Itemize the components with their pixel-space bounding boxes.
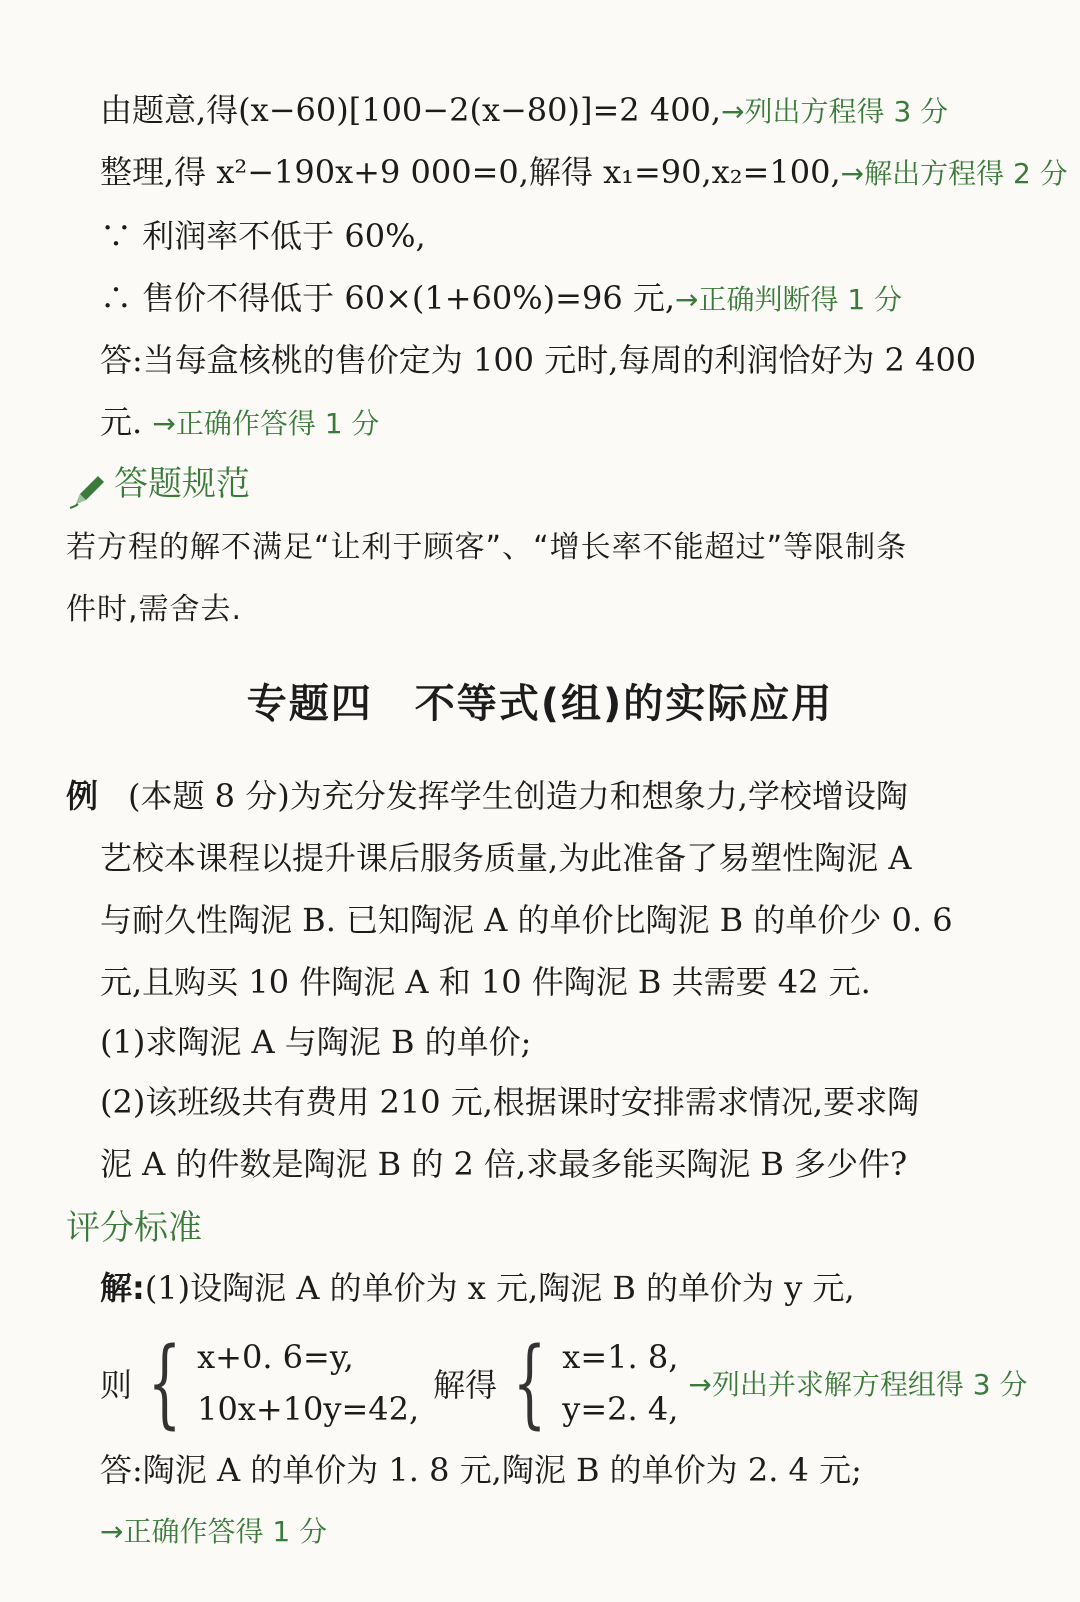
equation-text: 由题意,得(x−60)[100−2(x−80)]=2 400,: [100, 91, 722, 129]
answer-line: 答:陶泥 A 的单价为 1. 8 元,陶泥 B 的单价为 2. 4 元;: [100, 1451, 862, 1489]
result-2: y=2. 4,: [562, 1390, 679, 1428]
solution-label: 解:: [100, 1269, 145, 1307]
solution-system: [562, 1335, 678, 1431]
equation-1: x+0. 6=y,: [197, 1338, 354, 1376]
topic-title: 专题四 不等式(组)的实际应用: [246, 681, 834, 727]
grading-heading: 评分标准: [66, 1208, 202, 1248]
example-line-4: 元,且购买 10 件陶泥 A 和 10 件陶泥 B 共需要 42 元.: [100, 963, 871, 1001]
score-note: →正确作答得 1 分: [152, 407, 380, 440]
example-label: 例: [66, 777, 99, 815]
solution-line-because: ∵ 利润率不低于 60%,: [100, 217, 426, 255]
solution-line-answer-end: 元. →正确作答得 1 分: [100, 403, 380, 441]
result-1: x=1. 8,: [562, 1338, 679, 1376]
score-note: →解出方程得 2 分: [840, 157, 1068, 190]
equation-system-row: [100, 1328, 1027, 1438]
equation-system: [197, 1335, 419, 1431]
simplify-text: 整理,得 x²−190x+9 000=0,解得 x₁=90,x₂=100,: [100, 153, 841, 191]
solution-line-answer: 答:当每盒核桃的售价定为 100 元时,每周的利润恰好为 2 400: [100, 341, 977, 379]
answer-score-note: →正确作答得 1 分: [100, 1515, 328, 1548]
spec-text-1: 若方程的解不满足“让利于顾客”、“增长率不能超过”等限制条: [66, 530, 908, 565]
equation-2: 10x+10y=42,: [197, 1390, 420, 1428]
pencil-icon: [68, 470, 108, 510]
question-1: (1)求陶泥 A 与陶泥 B 的单价;: [100, 1023, 532, 1061]
score-note: →正确判断得 1 分: [675, 283, 903, 316]
score-note: →列出并求解方程组得 3 分: [688, 1368, 1028, 1401]
spec-text-2: 件时,需舍去.: [66, 592, 243, 627]
score-note: →列出方程得 3 分: [721, 95, 949, 128]
example-line-1: 例 (本题 8 分)为充分发挥学生创造力和想象力,学校增设陶: [66, 777, 908, 815]
left-brace: {: [512, 1327, 547, 1439]
solution-line-equation: [100, 88, 948, 134]
jiede-text: 解得: [433, 1366, 498, 1404]
spec-heading: 答题规范: [114, 464, 250, 504]
solution-1: 解:(1)设陶泥 A 的单价为 x 元,陶泥 B 的单价为 y 元,: [100, 1269, 855, 1307]
left-brace: {: [147, 1327, 182, 1439]
question-2a: (2)该班级共有费用 210 元,根据课时安排需求情况,要求陶: [100, 1083, 920, 1121]
ze-text: 则: [100, 1366, 133, 1404]
example-line-2: 艺校本课程以提升课后服务质量,为此准备了易塑性陶泥 A: [100, 839, 912, 877]
solution-line-therefore: ∴ 售价不得低于 60×(1+60%)=96 元,→正确判断得 1 分: [100, 279, 903, 317]
question-2b: 泥 A 的件数是陶泥 B 的 2 倍,求最多能买陶泥 B 多少件?: [100, 1145, 908, 1183]
solution-line-simplify: [100, 150, 1068, 196]
example-line-3: 与耐久性陶泥 B. 已知陶泥 A 的单价比陶泥 B 的单价少 0. 6: [100, 901, 953, 939]
